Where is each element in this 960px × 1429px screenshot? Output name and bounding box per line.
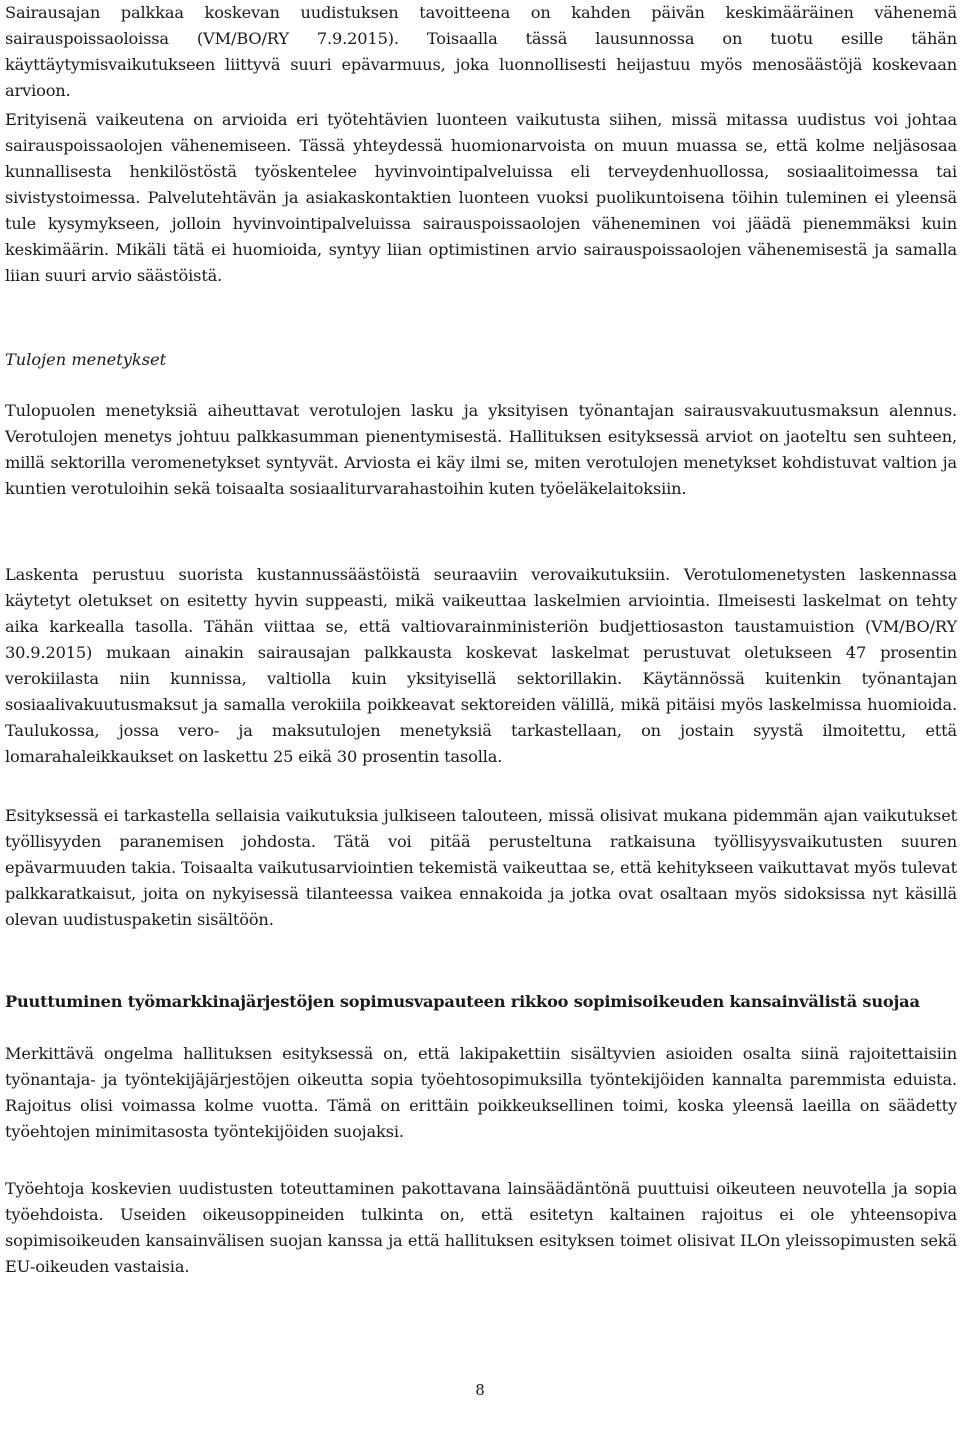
paragraph-calculation-basis: Laskenta perustuu suorista kustannussäästöistä seuraaviin verovaikutuksiin. Verotulomenetysten laskennassa käytetyt oletukset on esitetty hyvin suppeasti, mikä vaikeuttaa laskelmien arviointia. Ilmeisesti laskelmat on tehty aika karkealla tasolla. Tähän viittaa se, että valtiovarainministeriön budjettiosaston taustamuistion (VM/BO/RY 30.9.2015) mukaan ainakin sairausajan palkkausta koskevat laskelmat perustuvat oletukseen 47 prosentin verokiilasta niin kunnissa, valtiolla kuin yksityisellä sektorillakin. Käytännössä kuitenkin työnantajan sosiaalivakuutusmaksut ja samalla verokiila poikkeavat sektoreiden välillä, mikä pitäisi myös laskelmissa huomioida. Taulukossa, jossa vero- ja maksutulojen menetyksiä tarkastellaan, on jostain syystä ilmoitettu, että lomarahaleikkaukset on laskettu 25 eikä 30 prosentin tasolla. [5,565,957,766]
page-number: 8 [475,1381,485,1399]
paragraph-sick-leave-goal: Sairausajan palkkaa koskevan uudistuksen tavoitteena on kahden päivän keskimääräinen vähenemä sairauspoissaoloissa (VM/BO/RY 7.9.2015). Toisaalla tässä lausunnossa on tuotu esille tähän käyttäytymisvaikutukseen liittyvä suuri epävarmuus, joka luonnollisesti heijastuu myös menosäästöjä koskevaan arvioon. [5,3,957,100]
section-heading-contract-freedom: Puuttuminen työmarkkinajärjestöjen sopimusvapauteen rikkoo sopimisoikeuden kansainvälistä suojaa [5,992,920,1011]
paragraph-restriction-problem: Merkittävä ongelma hallituksen esityksessä on, että lakipakettiin sisältyvien asioiden osalta siinä rajoitettaisiin työnantaja- ja työntekijäjärjestöjen oikeutta sopia työehtosopimuksilla työntekijöiden kannalta paremmista eduista. Rajoitus olisi voimassa kolme vuotta. Tämä on erittäin poikkeuksellinen toimi, koska yleensä laeilla on säädetty työehtojen minimitasosta työntekijöiden suojaksi. [5,1044,957,1141]
paragraph-legal-interpretation: Työehtoja koskevien uudistusten toteuttaminen pakottavana lainsäädäntönä puuttuisi oikeuteen neuvotella ja sopia työehdoista. Useiden oikeusoppineiden tulkinta on, että esitetyn kaltainen rajoitus ei ole yhteensopiva sopimisoikeuden kansainvälisen suojan kanssa ja että hallituksen esityksen toimet olisivat ILOn yleissopimusten sekä EU-oikeuden vastaisia. [5,1179,957,1276]
paragraph-employment-effects: Esityksessä ei tarkastella sellaisia vaikutuksia julkiseen talouteen, missä olisivat mukana pidemmän ajan vaikutukset työllisyyden paranemisen johdosta. Tätä voi pitää perusteltuna ratkaisuna työllisyysvaikutusten suuren epävarmuuden takia. Toisaalta vaikutusarviointien tekemistä vaikeuttaa se, että kehitykseen vaikuttavat myös tulevat palkkaratkaisut, joita on nykyisessä tilanteessa vaikea ennakoida ja jotka ovat osaltaan myös sidoksissa nyt käsillä olevan uudistuspaketin sisältöön. [5,806,957,929]
paragraph-revenue-losses: Tulopuolen menetyksiä aiheuttavat verotulojen lasku ja yksityisen työnantajan sairausvakuutusmaksun alennus. Verotulojen menetys johtuu palkkasumman pienentymisestä. Hallituksen esityksessä arviot on jaoteltu sen suhteen, millä sektorilla veromenetykset syntyvät. Arviosta ei käy ilmi se, miten verotulojen menetykset kohdistuvat valtion ja kuntien verotuloihin sekä toisaalta sosiaaliturvarahastoihin kuten työeläkelaitoksiin. [5,401,957,498]
paragraph-work-task-difficulty: Erityisenä vaikeutena on arvioida eri työtehtävien luonteen vaikutusta siihen, missä mitassa uudistus voi johtaa sairauspoissaolojen vähenemiseen. Tässä yhteydessä huomionarvoista on muun muassa se, että kolme neljäsosaa kunnallisesta henkilöstöstä työskentelee hyvinvointipalveluissa eli terveydenhuollossa, sosiaalitoimessa tai sivistystoimessa. Palvelutehtävän ja asiakaskontaktien luonteen vuoksi puolikuntoisena töihin tuleminen ei yleensä tule kysymykseen, jolloin hyvinvointipalveluissa sairauspoissaolojen väheneminen voi jäädä pienemmäksi kuin keskimäärin. Mikäli tätä ei huomioida, syntyy liian optimistinen arvio sairauspoissaolojen vähenemisestä ja samalla liian suuri arvio säästöistä. [5,110,957,285]
section-heading-revenue-losses: Tulojen menetykset [5,350,167,369]
